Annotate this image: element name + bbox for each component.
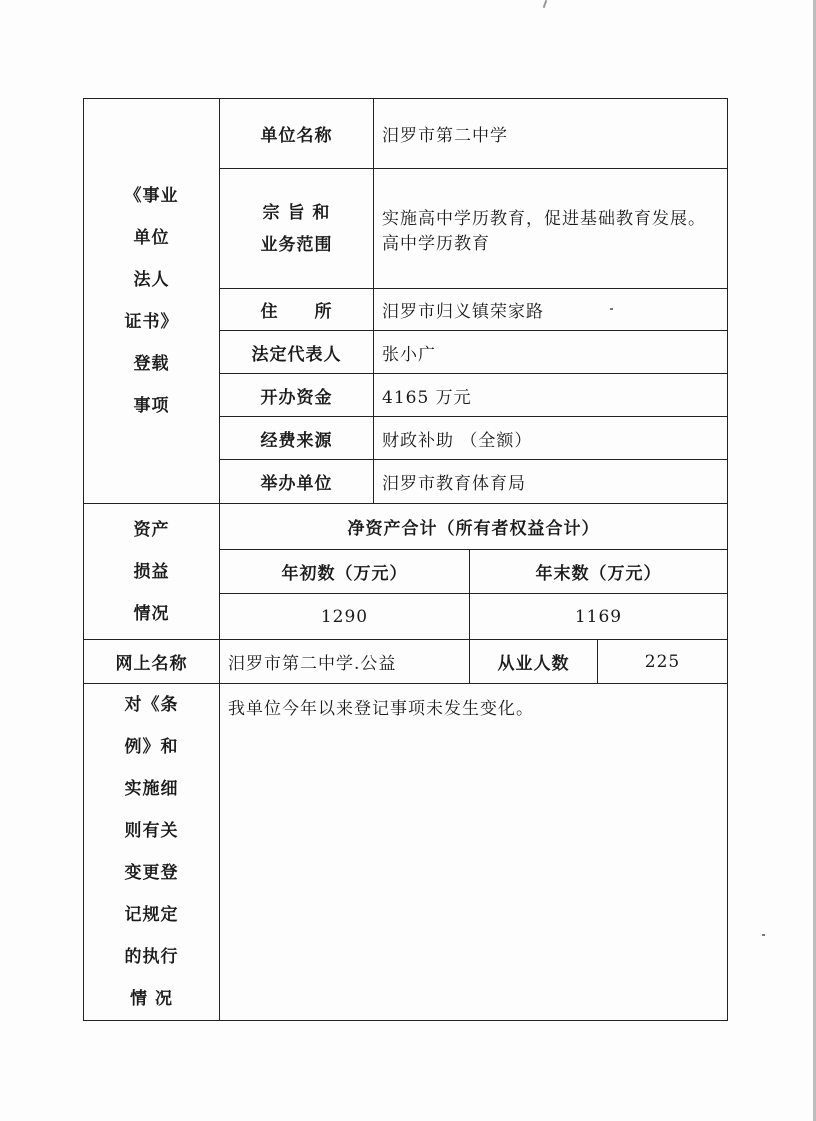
unit-name-label: 单位名称: [220, 99, 374, 169]
sponsor-value: 汨罗市教育体育局: [374, 460, 728, 504]
net-assets-header: 净资产合计（所有者权益合计）: [220, 504, 728, 550]
row-compliance: [84, 684, 728, 1021]
row-net-assets-header: [84, 504, 728, 550]
capital-label: 开办资金: [220, 374, 374, 417]
purpose-label: 宗 旨 和 业务范围: [220, 169, 374, 289]
funding-label: 经费来源: [220, 417, 374, 460]
address-value: 汨罗市归义镇荣家路: [374, 289, 728, 331]
compliance-text: 我单位今年以来登记事项未发生变化。: [220, 684, 728, 1021]
compliance-label: 对《条 例》和 实施细 则有关 变更登 记规定 的执行 情 况: [84, 684, 220, 1021]
begin-year-header: 年初数（万元）: [220, 550, 470, 594]
registration-section-label: 《事业 单位 法人 证书》 登载 事项: [84, 99, 220, 504]
assets-section-label: 资产 损益 情况: [84, 504, 220, 640]
address-label: 住 所: [220, 289, 374, 331]
web-name-value: 汨罗市第二中学.公益: [220, 640, 470, 684]
scan-mark: [543, 0, 548, 8]
staff-count-label: 从业人数: [470, 640, 598, 684]
sponsor-label: 举办单位: [220, 460, 374, 504]
end-year-header: 年末数（万元）: [470, 550, 728, 594]
staff-count-value: 225: [598, 640, 728, 684]
purpose-value: 实施高中学历教育，促进基础教育发展。 高中学历教育: [374, 169, 728, 289]
legal-rep-value: 张小广: [374, 331, 728, 374]
row-unit-name: [84, 99, 728, 169]
funding-value: 财政补助 （全额）: [374, 417, 728, 460]
end-year-value: 1169: [470, 594, 728, 640]
legal-rep-label: 法定代表人: [220, 331, 374, 374]
unit-name-value: 汨罗市第二中学: [374, 99, 728, 169]
row-web-name: [84, 640, 728, 684]
web-name-label: 网上名称: [84, 640, 220, 684]
capital-value: 4165 万元: [374, 374, 728, 417]
scan-speck: [762, 934, 765, 936]
begin-year-value: 1290: [220, 594, 470, 640]
registration-form-table: [83, 98, 728, 1021]
